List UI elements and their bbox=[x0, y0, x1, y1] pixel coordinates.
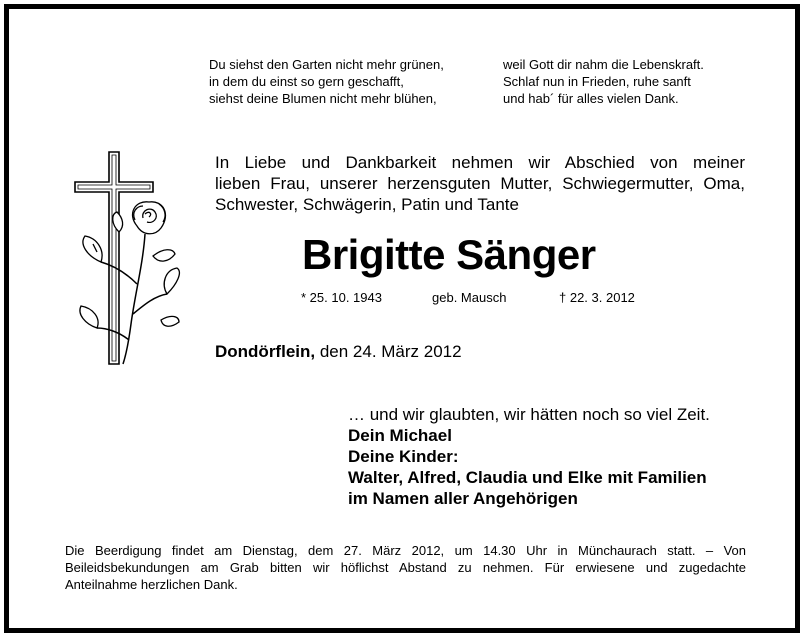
maiden-name: geb. Mausch bbox=[432, 290, 507, 305]
intro-line: In Liebe und Dankbarkeit nehmen wir Abschied von meiner bbox=[215, 153, 745, 172]
signoff-line: Walter, Alfred, Claudia und Elke mit Familien bbox=[348, 468, 707, 487]
poem-line: weil Gott dir nahm die Lebenskraft. bbox=[503, 57, 704, 72]
funeral-line: Die Beerdigung findet am Dienstag, dem 27. März 2012, um 14.30 Uhr in Münchaurach statt. – Von bbox=[65, 543, 746, 558]
place-name: Dondörflein, bbox=[215, 342, 316, 361]
family-signoff bbox=[348, 404, 710, 509]
deceased-name: Brigitte Sänger bbox=[302, 231, 596, 278]
signoff-line: Deine Kinder: bbox=[348, 447, 459, 466]
obituary-notice bbox=[4, 4, 800, 633]
signoff-line: im Namen aller Angehörigen bbox=[348, 489, 578, 508]
place-date-line bbox=[215, 342, 462, 362]
funeral-notice bbox=[65, 542, 746, 593]
intro-line: Schwester, Schwägerin, Patin und Tante bbox=[215, 195, 519, 214]
poem-line: Schlaf nun in Frieden, ruhe sanft bbox=[503, 74, 691, 89]
poem-right-stanza bbox=[503, 56, 704, 107]
poem-line: in dem du einst so gern geschafft, bbox=[209, 74, 404, 89]
poem-line: Du siehst den Garten nicht mehr grünen, bbox=[209, 57, 444, 72]
birth-date: * 25. 10. 1943 bbox=[301, 290, 382, 305]
intro-line: lieben Frau, unserer herzensguten Mutter, Schwiegermutter, Oma, bbox=[215, 174, 745, 193]
funeral-line: Beileidsbekundungen am Grab bitten wir höflichst Abstand zu nehmen. Für erwiesene und zugedachte bbox=[65, 560, 746, 575]
notice-date: den 24. März 2012 bbox=[315, 342, 462, 361]
poem-left-stanza bbox=[209, 56, 444, 107]
poem-line: siehst deine Blumen nicht mehr blühen, bbox=[209, 91, 437, 106]
farewell-intro bbox=[215, 152, 745, 215]
death-date: † 22. 3. 2012 bbox=[559, 290, 635, 305]
closing-quote: … und wir glaubten, wir hätten noch so viel Zeit. bbox=[348, 405, 710, 424]
signoff-line: Dein Michael bbox=[348, 426, 452, 445]
cross-with-rose-icon bbox=[57, 144, 187, 374]
funeral-line: Anteilnahme herzlichen Dank. bbox=[65, 577, 238, 592]
poem-line: und hab´ für alles vielen Dank. bbox=[503, 91, 679, 106]
